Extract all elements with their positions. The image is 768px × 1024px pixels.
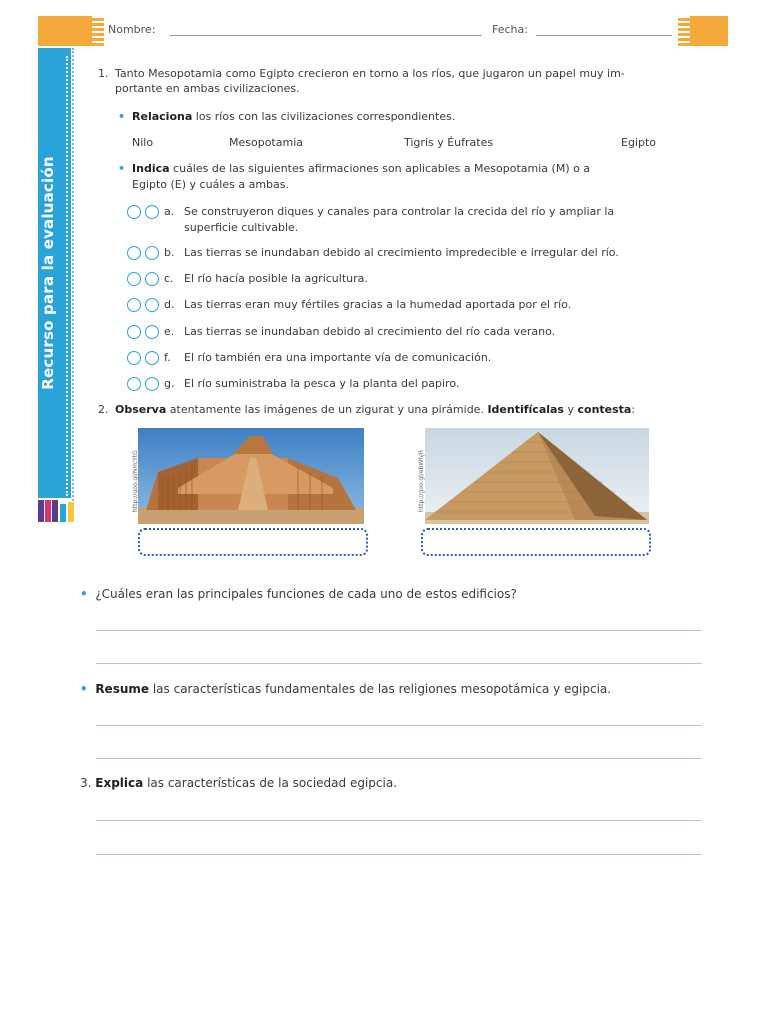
q2-resume bbox=[80, 681, 611, 697]
civ-item-mesopotamia[interactable]: Mesopotamia bbox=[229, 136, 303, 149]
q2-mid: atentamente las imágenes de un zigurat y una pirámide. bbox=[166, 403, 488, 416]
civ-item-egipto[interactable]: Egipto bbox=[621, 136, 657, 149]
statement-text: Las tierras se inundaban debido al crecimiento impredecible e irregular del río. bbox=[184, 246, 619, 259]
bullet-icon: • bbox=[80, 587, 88, 601]
answer-circle[interactable] bbox=[127, 205, 141, 219]
indica-bold: Indica bbox=[132, 162, 170, 175]
explica-bold: Explica bbox=[95, 776, 144, 790]
river-item-nilo[interactable]: Nilo bbox=[132, 136, 154, 149]
answer-circle[interactable] bbox=[145, 246, 159, 260]
q2-text bbox=[115, 402, 715, 418]
relaciona-rest: los ríos con las civilizaciones correspondientes. bbox=[192, 110, 456, 123]
margin-dotted-rule bbox=[72, 48, 74, 520]
bullet-icon: • bbox=[80, 682, 88, 696]
fecha-label: Fecha: bbox=[492, 23, 528, 36]
fecha-field[interactable] bbox=[536, 35, 672, 36]
color-bar bbox=[52, 500, 58, 522]
statement-text: El río también era una importante vía de comunicación. bbox=[184, 351, 492, 364]
statement-text: Las tierras eran muy fértiles gracias a la humedad aportada por el río. bbox=[184, 298, 572, 311]
answer-circle[interactable] bbox=[145, 272, 159, 286]
q1-indica bbox=[118, 161, 708, 177]
bullet-icon: • bbox=[118, 162, 126, 175]
header-notch-left bbox=[92, 16, 104, 46]
observa-bold: Observa bbox=[115, 403, 167, 416]
relaciona-bold: Relaciona bbox=[132, 110, 193, 123]
q1-text-line2: portante en ambas civilizaciones. bbox=[115, 82, 300, 95]
color-bar bbox=[45, 500, 51, 522]
bullet-icon: • bbox=[118, 110, 126, 123]
statement-letter: d. bbox=[164, 298, 175, 311]
q3-number: 3. bbox=[80, 776, 92, 790]
answer-box-zigurat[interactable] bbox=[138, 528, 368, 556]
answer-line[interactable] bbox=[96, 630, 702, 631]
q3 bbox=[80, 775, 397, 791]
statement-letter: f. bbox=[164, 351, 171, 364]
color-bar bbox=[68, 502, 74, 522]
color-bars bbox=[38, 500, 76, 522]
ziggurat-image bbox=[138, 428, 364, 524]
q2-y: y bbox=[563, 403, 578, 416]
contesta-bold: contesta bbox=[577, 403, 632, 416]
statement-letter: a. bbox=[164, 205, 175, 218]
answer-circle[interactable] bbox=[127, 351, 141, 365]
photo-credit-piramide: http://goo.gl/ebWhJR bbox=[418, 449, 425, 512]
statement-text: Se construyeron diques y canales para controlar la crecida del río y ampliar la bbox=[184, 205, 615, 218]
answer-box-piramide[interactable] bbox=[421, 528, 651, 556]
answer-circle[interactable] bbox=[127, 325, 141, 339]
nombre-field[interactable] bbox=[170, 35, 482, 36]
statement-letter: g. bbox=[164, 377, 175, 390]
answer-circle[interactable] bbox=[127, 377, 141, 391]
explica-rest: las características de la sociedad egipcia. bbox=[143, 776, 397, 790]
answer-circle[interactable] bbox=[127, 298, 141, 312]
q2-funciones bbox=[80, 586, 517, 602]
header-notch-right bbox=[678, 16, 690, 46]
photo-credit-zigurat: http://goo.gl/NHcYtG bbox=[132, 450, 139, 512]
resume-bold: Resume bbox=[95, 682, 150, 696]
answer-line[interactable] bbox=[96, 758, 702, 759]
indica-rest: cuáles de las siguientes afirmaciones son aplicables a Mesopotamia (M) o a bbox=[169, 162, 591, 175]
statement-text: Las tierras se inundaban debido al crecimiento del río cada verano. bbox=[184, 325, 556, 338]
side-tab-label: Recurso para la evaluación bbox=[39, 156, 57, 390]
q1-relaciona bbox=[118, 109, 455, 125]
statement-text-line2: superficie cultivable. bbox=[184, 221, 299, 234]
answer-line[interactable] bbox=[96, 854, 702, 855]
answer-circle[interactable] bbox=[127, 246, 141, 260]
answer-line[interactable] bbox=[96, 725, 702, 726]
q1-text-line1: Tanto Mesopotamia como Egipto crecieron en torno a los ríos, que jugaron un papel muy im- bbox=[115, 67, 625, 80]
color-bar bbox=[60, 504, 66, 522]
answer-line[interactable] bbox=[96, 663, 702, 664]
answer-circle[interactable] bbox=[145, 325, 159, 339]
statement-text: El río hacía posible la agricultura. bbox=[184, 272, 368, 285]
answer-line[interactable] bbox=[96, 820, 702, 821]
nombre-label: Nombre: bbox=[108, 23, 156, 36]
identificalas-bold: Identifícalas bbox=[487, 403, 564, 416]
q1-number: 1. bbox=[98, 67, 109, 80]
statement-letter: c. bbox=[164, 272, 174, 285]
q2-colon: : bbox=[631, 403, 636, 416]
answer-circle[interactable] bbox=[145, 351, 159, 365]
statement-text: El río suministraba la pesca y la planta del papiro. bbox=[184, 377, 460, 390]
q2-number: 2. bbox=[98, 403, 109, 416]
river-item-tigris[interactable]: Tigris y Éufrates bbox=[404, 136, 494, 149]
answer-circle[interactable] bbox=[145, 377, 159, 391]
pyramid-image bbox=[425, 428, 649, 524]
answer-circle[interactable] bbox=[145, 298, 159, 312]
statement-letter: e. bbox=[164, 325, 175, 338]
answer-circle[interactable] bbox=[145, 205, 159, 219]
header-fill-area bbox=[104, 16, 678, 46]
funciones-text: ¿Cuáles eran las principales funciones de cada uno de estos edificios? bbox=[95, 587, 517, 601]
side-tab-dotted-edge bbox=[66, 56, 68, 496]
q1-indica-line2: Egipto (E) y cuáles a ambas. bbox=[132, 178, 290, 191]
resume-rest: las características fundamentales de las religiones mesopotámica y egipcia. bbox=[149, 682, 612, 696]
statement-letter: b. bbox=[164, 246, 175, 259]
color-bar bbox=[38, 500, 44, 522]
answer-circle[interactable] bbox=[127, 272, 141, 286]
